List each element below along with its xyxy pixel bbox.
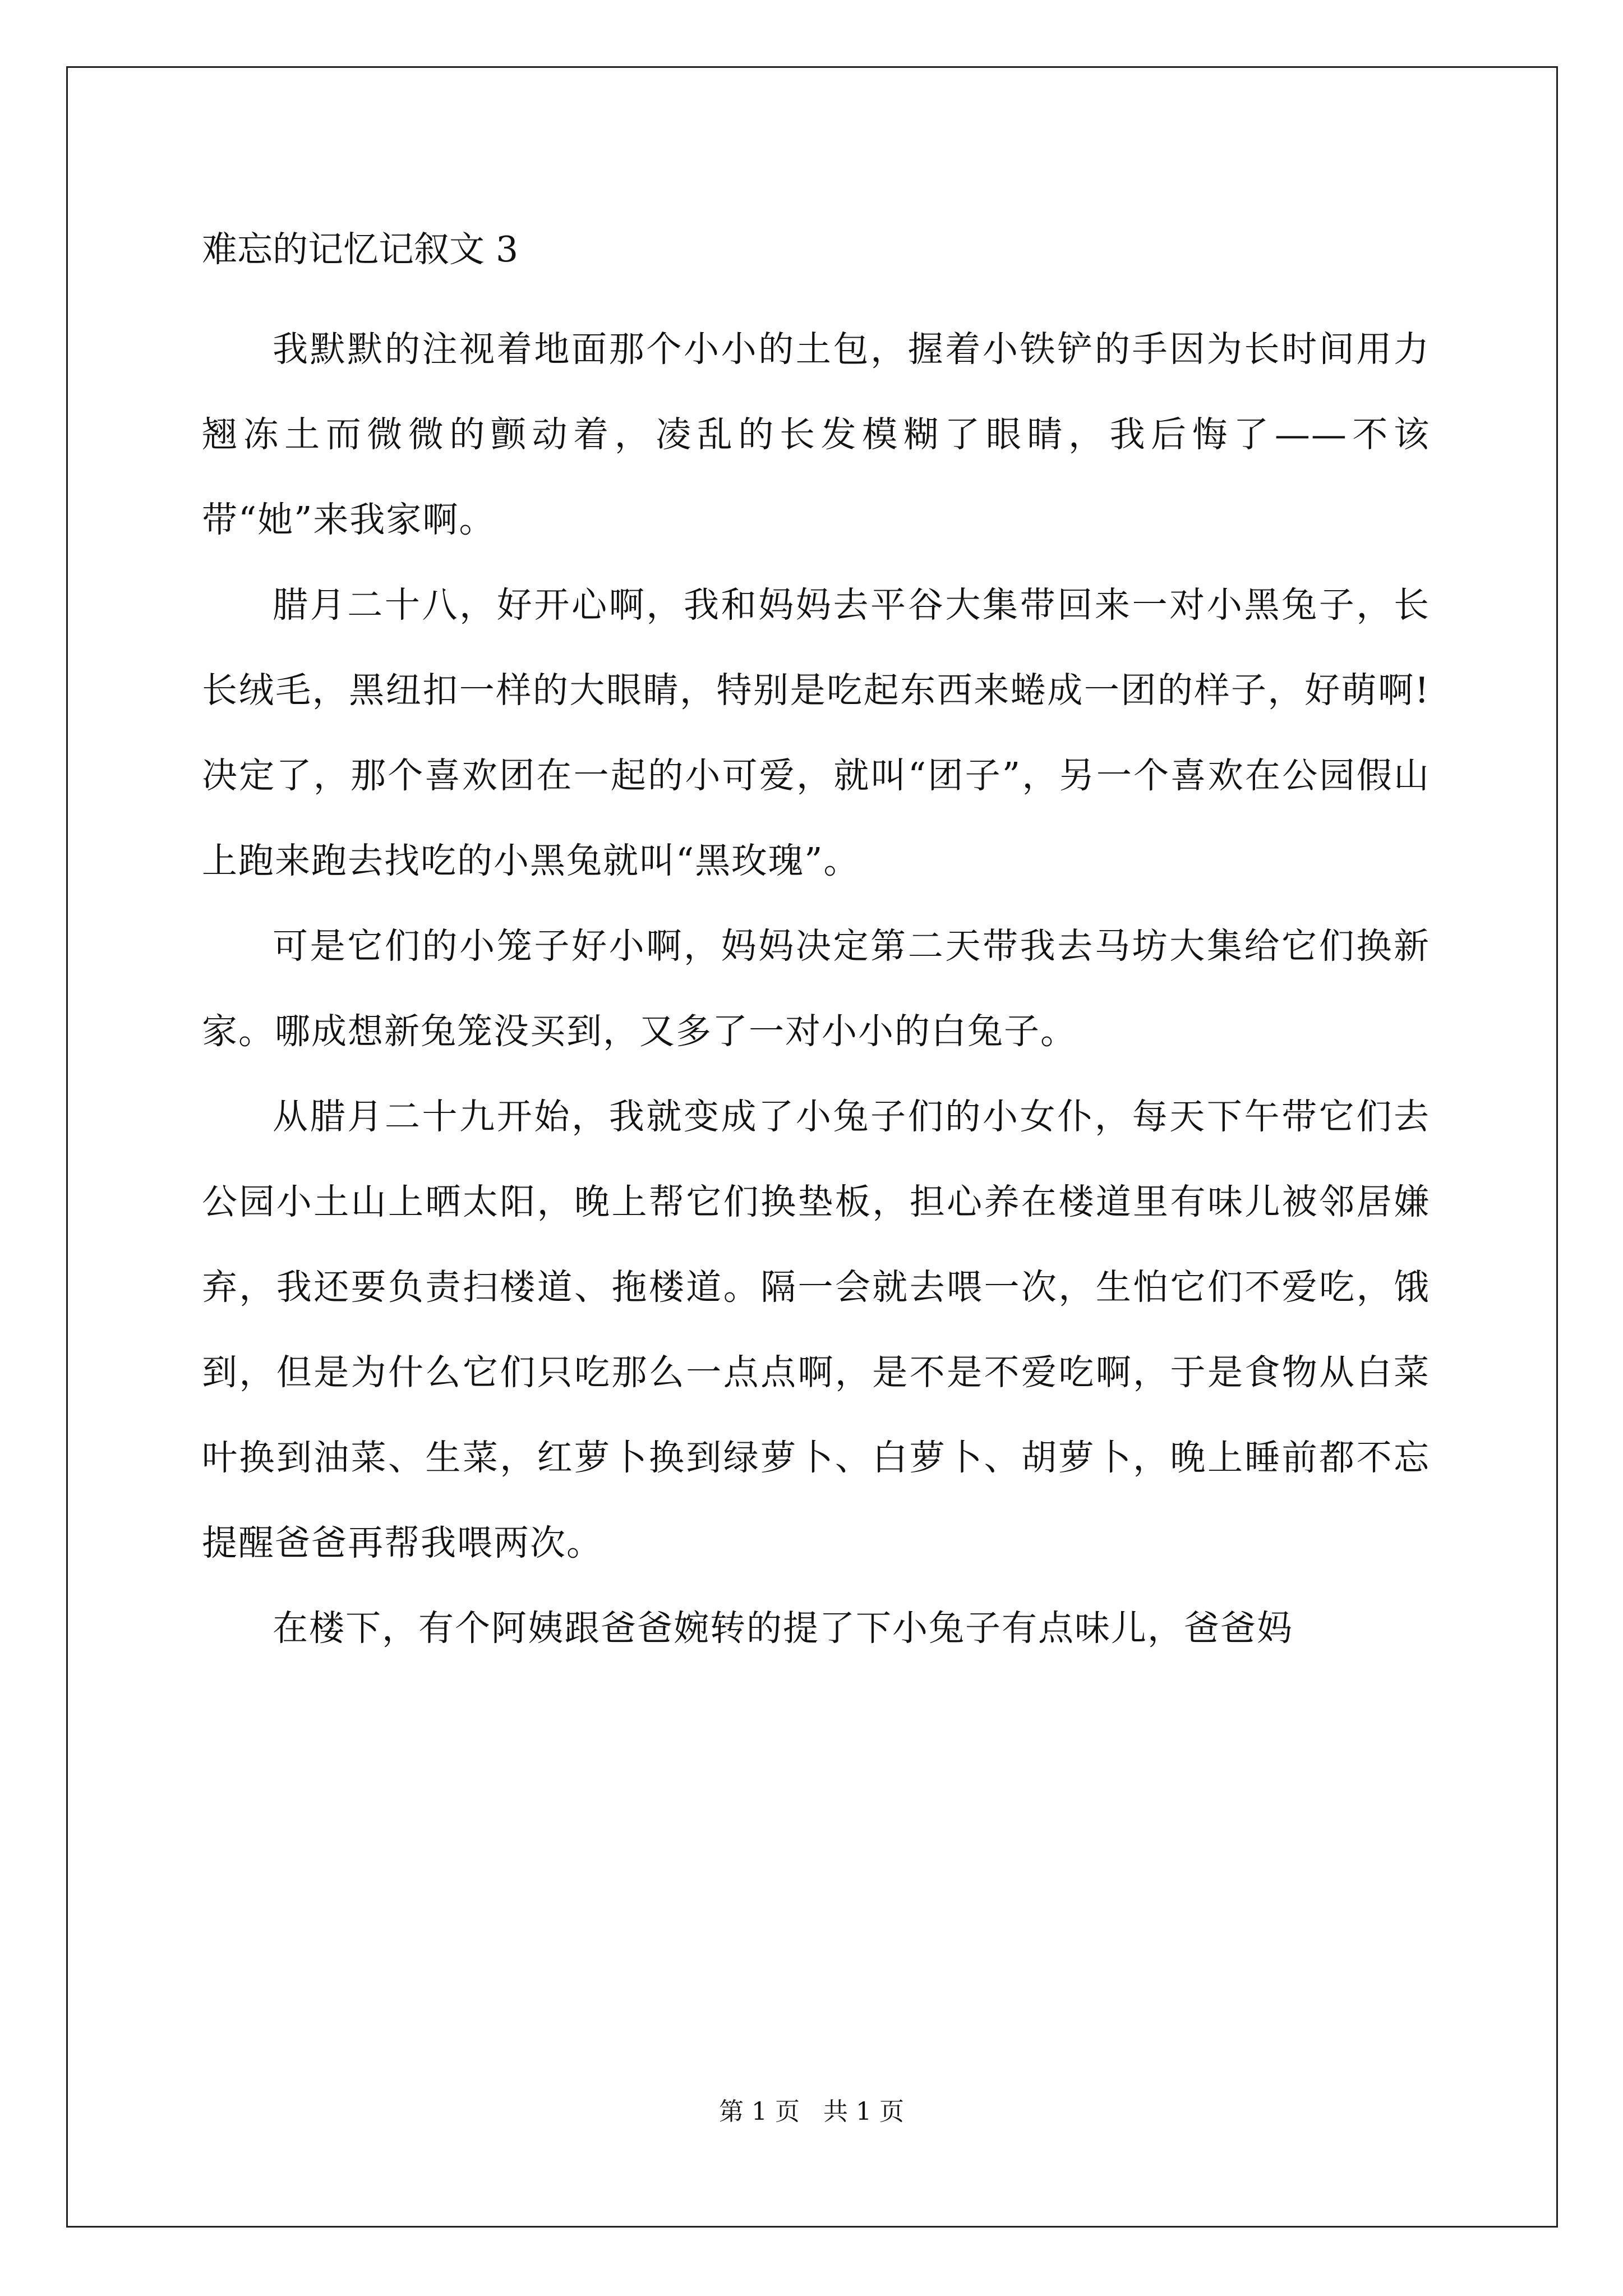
document-body	[202, 222, 1430, 1671]
page-number: 第 1 页	[719, 2097, 800, 2126]
page-footer	[0, 2095, 1623, 2129]
document-title: 难忘的记忆记叙文 3	[202, 229, 519, 270]
paragraph: 从腊月二十九开始，我就变成了小兔子们的小女仆，每天下午带它们去公园小土山上晒太阳，晚上帮它们换垫板，担心养在楼道里有味儿被邻居嫌弃，我还要负责扫楼道、拖楼道。隔一会就去喂一次，生怕它们不爱吃，饿到，但是为什么它们只吃那么一点点啊，是不是不爱吃啊，于是食物从白菜叶换到油菜、生菜，红萝卜换到绿萝卜、白萝卜、胡萝卜，晚上睡前都不忘提醒爸爸再帮我喂两次。	[202, 1096, 1430, 1563]
paragraph: 在楼下，有个阿姨跟爸爸婉转的提了下小兔子有点味儿，爸爸妈	[273, 1608, 1293, 1649]
paragraph: 腊月二十八，好开心啊，我和妈妈去平谷大集带回来一对小黑兔子，长长绒毛，黑纽扣一样的大眼睛，特别是吃起东西来蜷成一团的样子，好萌啊!决定了，那个喜欢团在一起的小可爱，就叫“团子”，另一个喜欢在公园假山上跑来跑去找吃的小黑兔就叫“黑玫瑰”。	[202, 585, 1430, 881]
paragraph: 可是它们的小笼子好小啊，妈妈决定第二天带我去马坊大集给它们换新家。哪成想新兔笼没买到，又多了一对小小的白兔子。	[202, 926, 1430, 1052]
page-total: 共 1 页	[823, 2097, 904, 2126]
paragraph: 我默默的注视着地面那个小小的土包，握着小铁铲的手因为长时间用力翘冻土而微微的颤动着，凌乱的长发模糊了眼睛，我后悔了——不该带“她”来我家啊。	[202, 329, 1430, 540]
